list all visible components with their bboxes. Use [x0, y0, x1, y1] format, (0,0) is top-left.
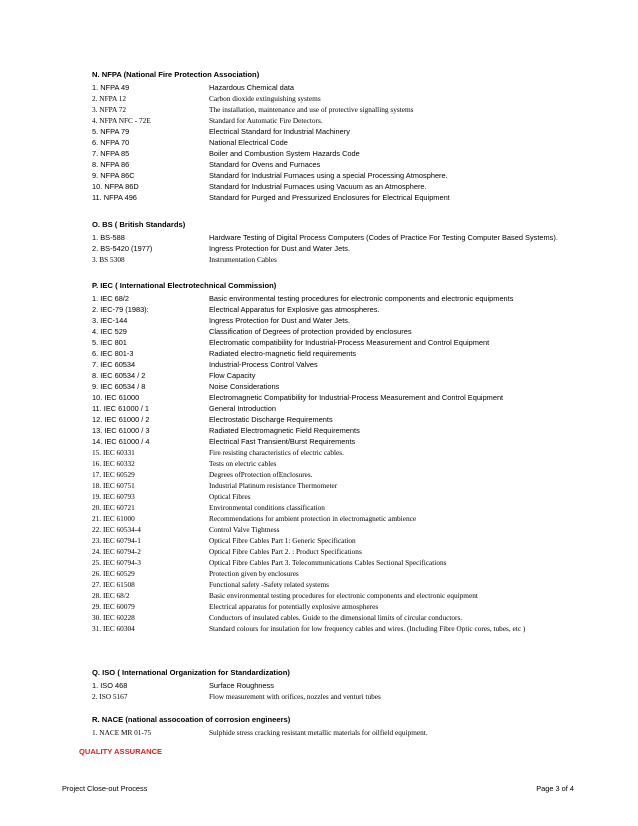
standard-code: 14. IEC 61000 / 4	[92, 437, 150, 446]
standard-code: 10. IEC 61000	[92, 393, 140, 402]
standard-description: Carbon dioxide extinguishing systems	[209, 94, 321, 103]
section-heading: N. NFPA (National Fire Protection Association)	[92, 70, 260, 79]
standard-code: 29. IEC 60079	[92, 602, 135, 611]
standard-code: 28. IEC 68/2	[92, 591, 130, 600]
standard-row	[92, 293, 622, 304]
standards-list	[92, 727, 622, 738]
standard-description: Optical Fibres	[209, 492, 251, 501]
standards-list	[92, 82, 622, 203]
standard-row	[92, 192, 622, 203]
standard-description: Surface Roughness	[209, 681, 274, 690]
standard-code: 23. IEC 60794-1	[92, 536, 141, 545]
standard-description: Optical Fibre Cables Part 3. Telecommunications Cables Sectional Specifications	[209, 558, 447, 567]
standard-code: 7. NFPA 85	[92, 149, 130, 158]
standard-code: 5. IEC 801	[92, 338, 127, 347]
standard-row	[92, 546, 622, 557]
standard-code: 5. NFPA 79	[92, 127, 130, 136]
standard-description: Electromatic compatibility for Industrial-Process Measurement and Control Equipment	[209, 338, 490, 347]
standard-code: 17. IEC 60529	[92, 470, 135, 479]
standard-row	[92, 623, 622, 634]
standard-description: The installation, maintenance and use of protective signalling systems	[209, 105, 414, 114]
standard-code: 11. NFPA 496	[92, 193, 137, 202]
standard-code: 9. IEC 60534 / 8	[92, 382, 146, 391]
standard-code: 20. IEC 60721	[92, 503, 135, 512]
standard-code: 3. BS 5308	[92, 255, 125, 264]
standard-code: 24. IEC 60794-2	[92, 547, 141, 556]
standard-description: Optical Fibre Cables Part 1: Generic Specification	[209, 536, 356, 545]
quality-assurance-heading: QUALITY ASSURANCE	[79, 747, 163, 756]
section-heading: O. BS ( British Standards)	[92, 220, 186, 229]
standard-code: 8. NFPA 86	[92, 160, 130, 169]
standard-row	[92, 535, 622, 546]
standard-description: Instrumentation Cables	[209, 255, 277, 264]
standard-code: 1. IEC 68/2	[92, 294, 129, 303]
standard-row	[92, 170, 622, 181]
standard-row	[92, 502, 622, 513]
standard-row	[92, 93, 622, 104]
standard-code: 21. IEC 61000	[92, 514, 135, 523]
standard-description: Flow measurement with orifices, nozzles and venturi tubes	[209, 692, 381, 701]
standard-row	[92, 148, 622, 159]
standard-description: Hazardous Chemical data	[209, 83, 295, 92]
standard-code: 10. NFPA 86D	[92, 182, 139, 191]
standard-code: 25. IEC 60794-3	[92, 558, 141, 567]
standard-row	[92, 524, 622, 535]
standard-code: 19. IEC 60793	[92, 492, 135, 501]
standard-row	[92, 243, 622, 254]
standard-row	[92, 447, 622, 458]
standard-row	[92, 491, 622, 502]
standard-description: Electrostatic Discharge Requirements	[209, 415, 333, 424]
standard-code: 6. NFPA 70	[92, 138, 130, 147]
standard-row	[92, 126, 622, 137]
standard-description: Environmental conditions classification	[209, 503, 325, 512]
footer-page-number: Page 3 of 4	[536, 784, 574, 793]
standard-row	[92, 115, 622, 126]
standard-description: Control Valve Tightness	[209, 525, 280, 534]
standard-row	[92, 601, 622, 612]
standard-row	[92, 254, 622, 265]
standard-code: 18. IEC 60751	[92, 481, 135, 490]
standard-description: Recommendations for ambient protection in electromagnetic ambience	[209, 514, 417, 523]
section-bs	[92, 219, 622, 265]
standard-code: 13. IEC 61000 / 3	[92, 426, 150, 435]
standard-description: Hardware Testing of Digital Process Computers (Codes of Practice For Testing Computer Based Systems).	[209, 233, 558, 242]
standard-code: 30. IEC 60228	[92, 613, 135, 622]
standard-row	[92, 691, 622, 702]
standard-code: 31. IEC 60304	[92, 624, 135, 633]
standard-row	[92, 579, 622, 590]
standard-description: National Electrical Code	[209, 138, 288, 147]
standard-description: Ingress Protection for Dust and Water Jets.	[209, 244, 351, 253]
standard-description: Basic environmental testing procedures for electronic components and electronic equipment	[209, 591, 478, 600]
standard-description: Optical Fibre Cables Part 2. : Product Specifications	[209, 547, 362, 556]
standard-code: 1. BS-588	[92, 233, 125, 242]
standard-code: 4. IEC 529	[92, 327, 127, 336]
standard-description: Classification of Degrees of protection provided by enclosures	[209, 327, 412, 336]
standard-description: Boiler and Combustion System Hazards Code	[209, 149, 360, 158]
standard-description: General Introduction	[209, 404, 276, 413]
standard-code: 2. IEC-79 (1983):	[92, 305, 149, 314]
standard-description: Conductors of insulated cables. Guide to the dimensional limits of circular conductors.	[209, 613, 463, 622]
section-heading: Q. ISO ( International Organization for Standardization)	[92, 668, 290, 677]
standard-code: 6. IEC 801-3	[92, 349, 134, 358]
standard-row	[92, 159, 622, 170]
standard-code: 1. NACE MR 01-75	[92, 728, 152, 737]
standard-description: Degrees ofProtection ofEnclosures.	[209, 470, 313, 479]
standard-description: Radiated Electromagnetic Field Requirements	[209, 426, 360, 435]
standard-code: 16. IEC 60332	[92, 459, 135, 468]
standard-row	[92, 315, 622, 326]
standard-code: 9. NFPA 86C	[92, 171, 135, 180]
section-iso	[92, 667, 622, 702]
standard-row	[92, 590, 622, 601]
standard-description: Tests on electric cables	[209, 459, 277, 468]
standard-description: Standard for Automatic Fire Detectors.	[209, 116, 323, 125]
standard-code: 1. ISO 468	[92, 681, 128, 690]
footer-document-title: Project Close-out Process	[62, 784, 148, 793]
standard-description: Sulphide stress cracking resistant metallic materials for oilfield equipment.	[209, 728, 428, 737]
standard-row	[92, 469, 622, 480]
section-heading: R. NACE (national assocoation of corrosion engineers)	[92, 715, 291, 724]
standard-row	[92, 137, 622, 148]
standard-code: 3. NFPA 72	[92, 105, 127, 114]
standard-row	[92, 568, 622, 579]
standard-code: 3. IEC-144	[92, 316, 128, 325]
standard-row	[92, 304, 622, 315]
standard-description: Industrial-Process Control Valves	[209, 360, 318, 369]
standard-description: Fire resisting characteristics of electric cables.	[209, 448, 344, 457]
standard-description: Protection given by enclosures	[209, 569, 299, 578]
standard-row	[92, 612, 622, 623]
standards-list	[92, 232, 622, 265]
standard-code: 1. NFPA 49	[92, 83, 130, 92]
standard-row	[92, 359, 622, 370]
standard-description: Functional safety -Safety related systems	[209, 580, 329, 589]
standard-row	[92, 557, 622, 568]
standard-code: 11. IEC 61000 / 1	[92, 404, 149, 413]
standard-code: 2. ISO 5167	[92, 692, 128, 701]
standard-row	[92, 82, 622, 93]
standard-row	[92, 513, 622, 524]
standard-description: Standard for Purged and Pressurized Enclosures for Electrical Equipment	[209, 193, 450, 202]
standard-row	[92, 104, 622, 115]
standard-description: Basic environmental testing procedures for electronic components and electronic equipments	[209, 294, 514, 303]
standard-description: Flow Capacity	[209, 371, 256, 380]
standards-list	[92, 680, 622, 702]
standard-description: Radiated electro-magnetic field requirements	[209, 349, 357, 358]
standards-list	[92, 293, 622, 634]
standard-description: Standard for Ovens and Furnaces	[209, 160, 321, 169]
standard-description: Electrical Fast Transient/Burst Requirements	[209, 437, 356, 446]
standard-row	[92, 370, 622, 381]
standard-row	[92, 181, 622, 192]
standard-code: 12. IEC 61000 / 2	[92, 415, 150, 424]
standard-code: 26. IEC 60529	[92, 569, 135, 578]
standard-row	[92, 326, 622, 337]
standard-description: Electrical apparatus for potentially explosive atmospheres	[209, 602, 379, 611]
standard-row	[92, 348, 622, 359]
standard-row	[92, 403, 622, 414]
standard-row	[92, 680, 622, 691]
standard-row	[92, 727, 622, 738]
standard-description: Industrial Platinum resistance Thermometer	[209, 481, 338, 490]
standard-code: 4. NFPA NFC - 72E	[92, 116, 151, 125]
standard-description: Ingress Protection for Dust and Water Jets.	[209, 316, 351, 325]
standard-code: 22. IEC 60534-4	[92, 525, 141, 534]
section-heading: P. IEC ( International Electrotechnical Commission)	[92, 281, 277, 290]
standard-row	[92, 458, 622, 469]
standard-code: 8. IEC 60534 / 2	[92, 371, 146, 380]
standard-description: Noise Considerations	[209, 382, 280, 391]
standard-code: 2. BS-5420 (1977)	[92, 244, 153, 253]
section-nfpa	[92, 69, 622, 203]
standard-description: Standard for Industrial Furnaces using Vacuum as an Atmosphere.	[209, 182, 427, 191]
standard-description: Electrical Standard for Industrial Machinery	[209, 127, 350, 136]
standard-row	[92, 232, 622, 243]
standard-row	[92, 436, 622, 447]
standard-code: 7. IEC 60534	[92, 360, 136, 369]
standard-description: Electrical Apparatus for Explosive gas atmospheres.	[209, 305, 380, 314]
standard-row	[92, 480, 622, 491]
page-footer	[62, 784, 574, 793]
standard-description: Standard for Industrial Furnaces using a special Processing Atmosphere.	[209, 171, 448, 180]
standard-row	[92, 337, 622, 348]
standard-code: 15. IEC 60331	[92, 448, 135, 457]
standard-code: 2. NFPA 12	[92, 94, 127, 103]
standard-row	[92, 381, 622, 392]
standard-row	[92, 392, 622, 403]
section-iec	[92, 280, 622, 634]
standard-description: Standard colours for insulation for low frequency cables and wires. (Including Fibre Optic cores, tubes, etc )	[209, 624, 526, 633]
standard-row	[92, 414, 622, 425]
standard-description: Electromagnetic Compatibility for Industrial-Process Measurement and Control Equipment	[209, 393, 504, 402]
standard-row	[92, 425, 622, 436]
section-nace	[92, 714, 622, 738]
standard-code: 27. IEC 61508	[92, 580, 135, 589]
